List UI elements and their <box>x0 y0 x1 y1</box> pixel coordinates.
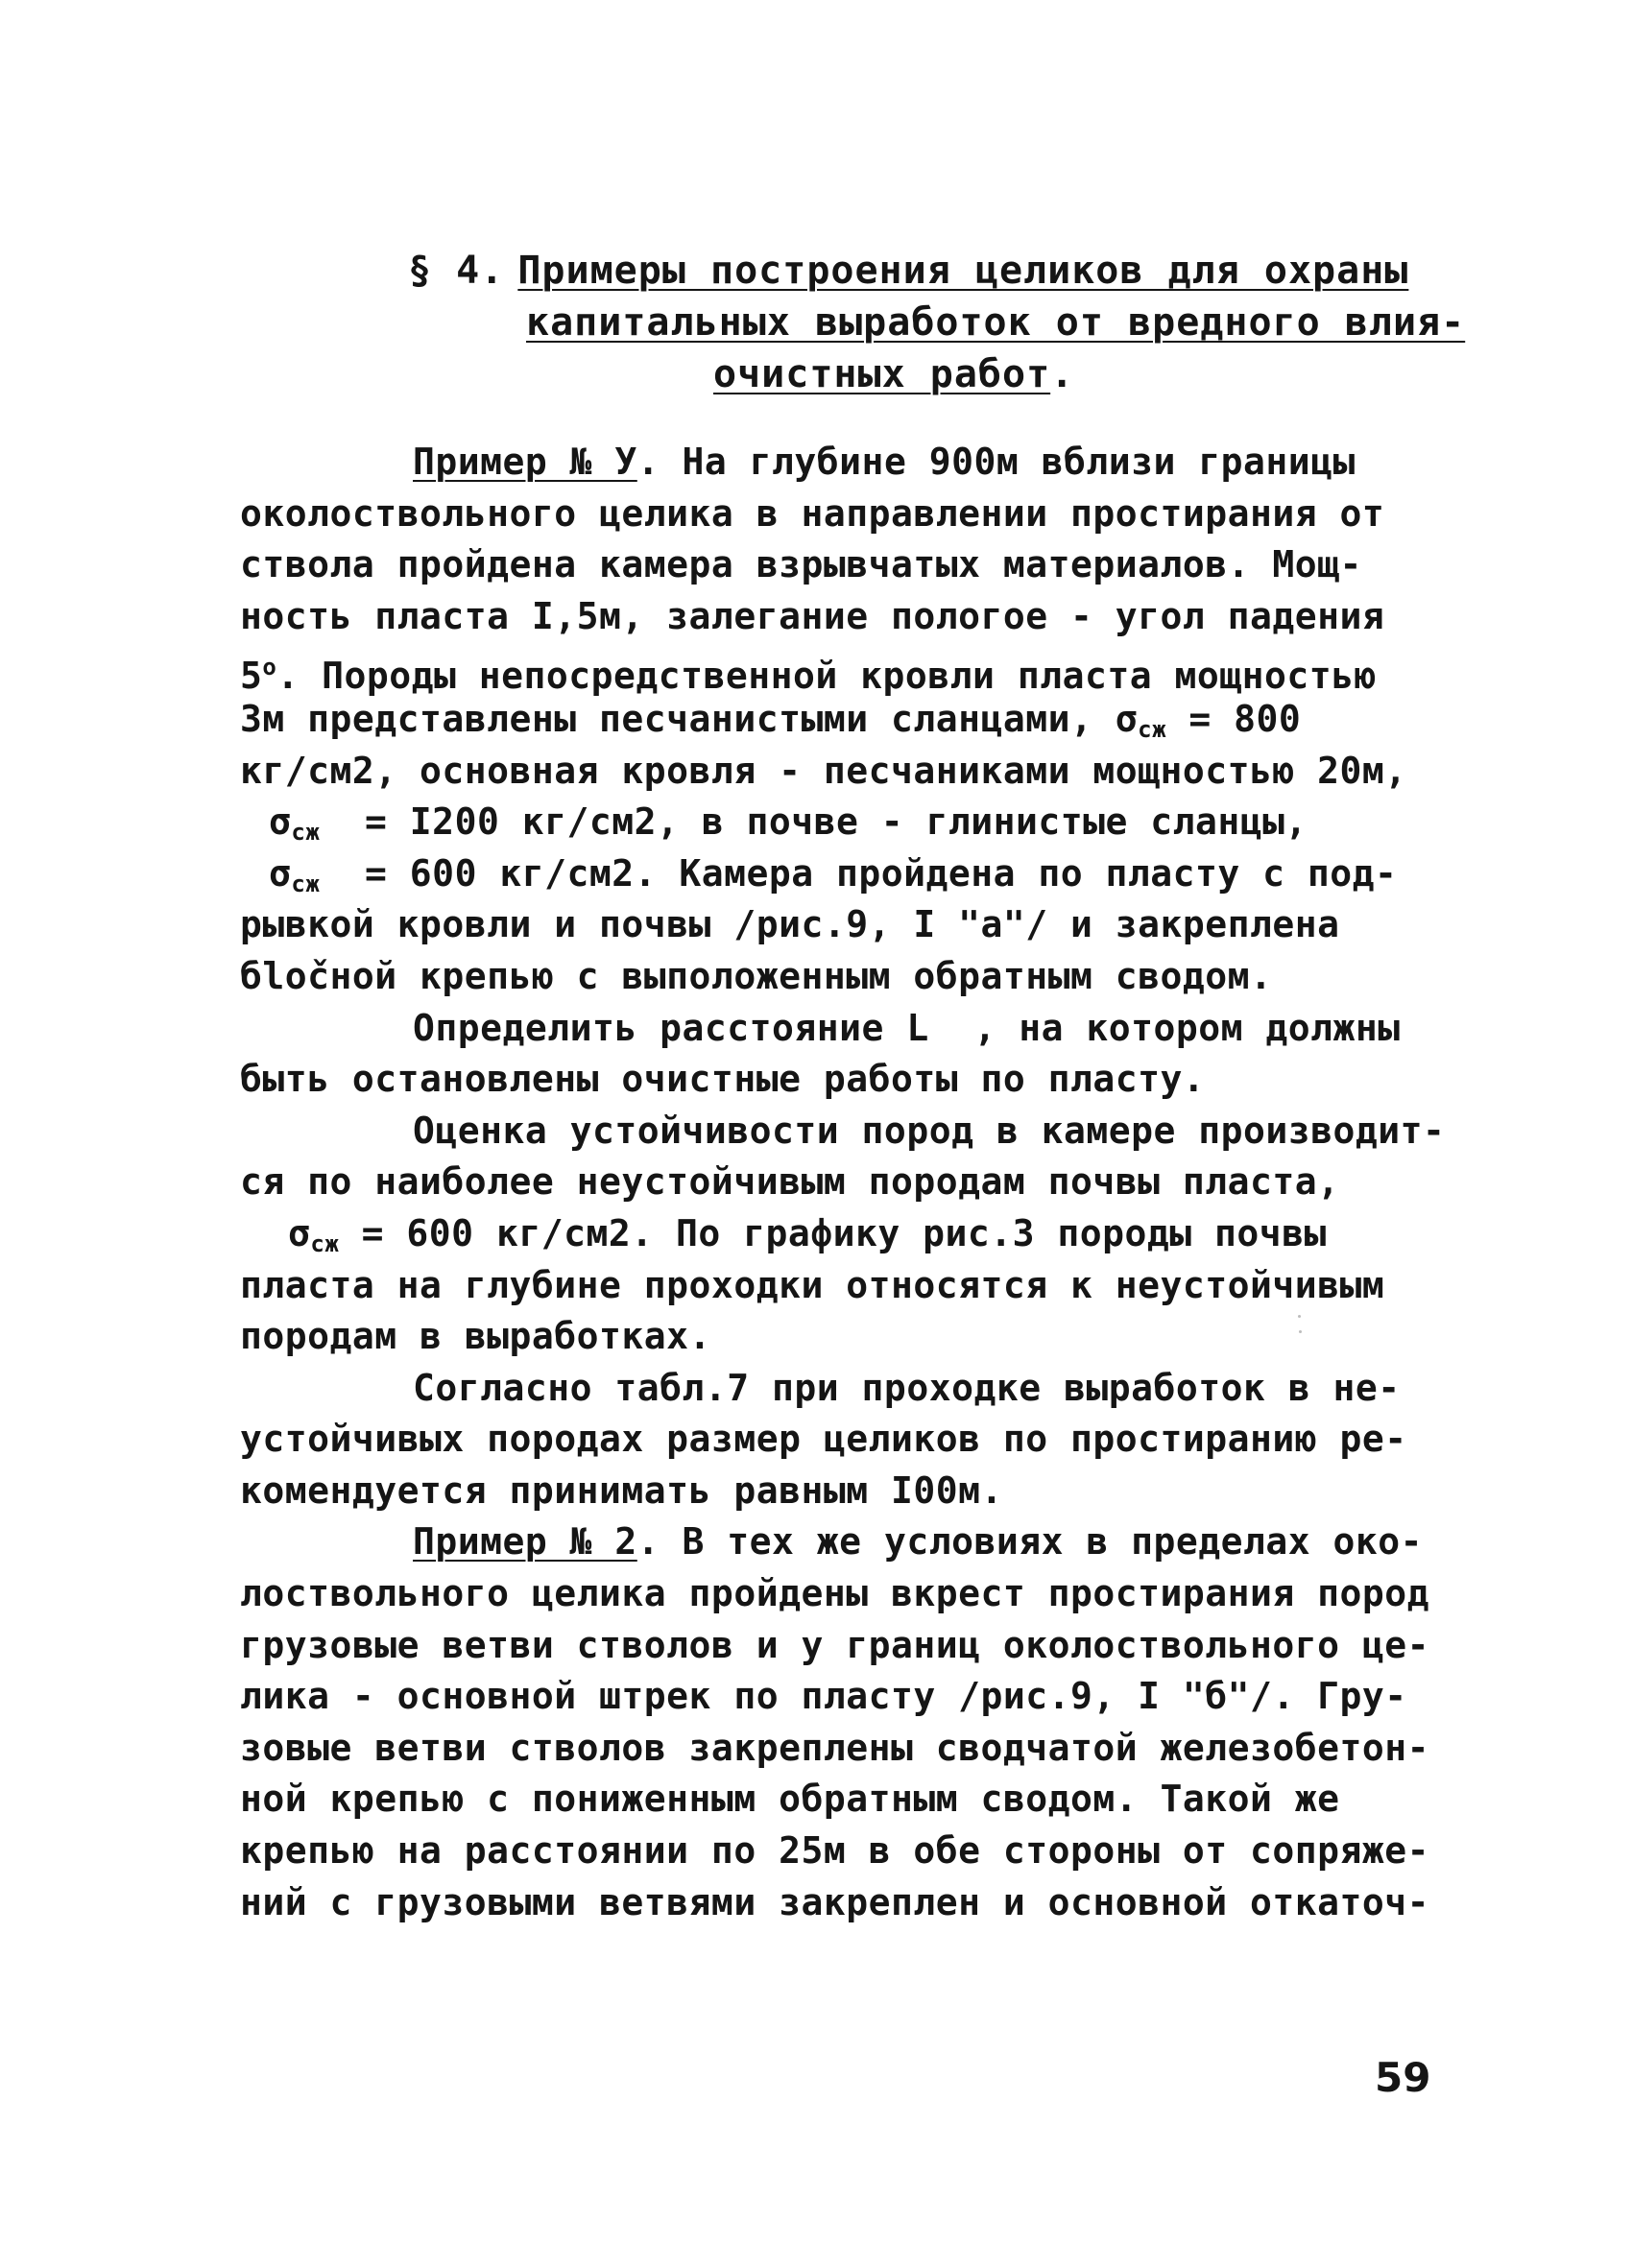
agreement-line: Согласно табл.7 при проходке выработок в не- <box>413 1366 1401 1409</box>
example-1-label: Пример № У <box>413 441 637 483</box>
heading-line-1: § 4. Примеры построения целиков для охраны <box>408 249 1409 293</box>
agreement-line: комендуется принимать равным I00м. <box>240 1468 1003 1512</box>
task-line: быть остановлены очистные работы по пласту. <box>240 1058 1206 1101</box>
heading-line-3: очистных работ. <box>713 352 1075 396</box>
example-2-line: крепью на расстоянии по 25м в обе стороны от сопряже- <box>240 1829 1430 1873</box>
scan-speck <box>1298 1315 1301 1318</box>
example-1-line: бločной крепью с выположенным обратным сводом. <box>240 954 1273 997</box>
example-1-line: 3м представлены песчанистыми сланцами, $\sigma_{сж} = 800$ <box>240 697 1302 743</box>
agreement-line: устойчивых породах размер целиков по простиранию ре- <box>240 1418 1407 1461</box>
example-1-line: $\sigma_{сж} = 600$ кг/см2. Камера пройдена по пласту с под- <box>269 851 1398 897</box>
scan-speck <box>1299 1330 1302 1333</box>
example-2-line: ний с грузовыми ветвями закреплен и основной откаточ- <box>240 1880 1430 1923</box>
example-1-line: рывкой кровли и почвы /рис.9, I "а"/ и закреплена <box>240 903 1340 946</box>
body-text <box>240 437 1446 1928</box>
example-1-line: кг/см2, основная кровля - песчаниками мощностью 20м, <box>240 749 1407 792</box>
example-1-line: $5^о$. Породы непосредственной кровли пласта мощностью <box>240 654 1377 698</box>
example-2-line: Пример № 2. В тех же условиях в пределах око- <box>413 1520 1424 1564</box>
example-2-line: ной крепью с пониженным обратным сводом. Такой же <box>240 1778 1340 1821</box>
example-2-line: грузовые ветви стволов и у границ околоствольного це- <box>240 1623 1430 1666</box>
example-1-line: $\sigma_{сж} = I200$ кг/см2, в почве - глинистые сланцы, <box>269 800 1308 847</box>
page-number: 59 <box>1375 2054 1431 2101</box>
assessment-line: ся по наиболее неустойчивым породам почвы пласта, <box>240 1160 1340 1204</box>
heading-line-2: капитальных выработок от вредного влия- <box>526 300 1466 345</box>
example-1-line: Пример № У. На глубине 900м вблизи границы <box>413 441 1356 483</box>
section-heading <box>408 245 1466 400</box>
assessment-line: пласта на глубине проходки относятся к неустойчивым <box>240 1263 1385 1306</box>
example-2-line: зовые ветви стволов закреплены сводчатой железобетон- <box>240 1726 1430 1769</box>
assessment-line: $\sigma_{сж} = 600$ кг/см2. По графику рис.3 породы почвы <box>288 1211 1327 1257</box>
example-2-line: лика - основной штрек по пласту /рис.9, I "б"/. Гру- <box>240 1675 1407 1718</box>
example-2-label: Пример № 2 <box>413 1520 637 1564</box>
assessment-line: Оценка устойчивости пород в камере производит- <box>413 1109 1446 1152</box>
example-2-line: лоствольного целика пройдены вкрест простирания пород <box>240 1572 1430 1615</box>
example-1-line: околоствольного целика в направлении простирания от <box>240 491 1385 535</box>
assessment-line: породам в выработках. <box>240 1315 711 1358</box>
example-1-line: ствола пройдена камера взрывчатых материалов. Мощ- <box>240 543 1362 586</box>
example-1-line: ность пласта I,5м, залегание пологое - угол падения <box>240 594 1385 637</box>
section-number: § 4. <box>408 249 505 293</box>
task-line: Определить расстояние L , на котором должны <box>413 1006 1401 1049</box>
